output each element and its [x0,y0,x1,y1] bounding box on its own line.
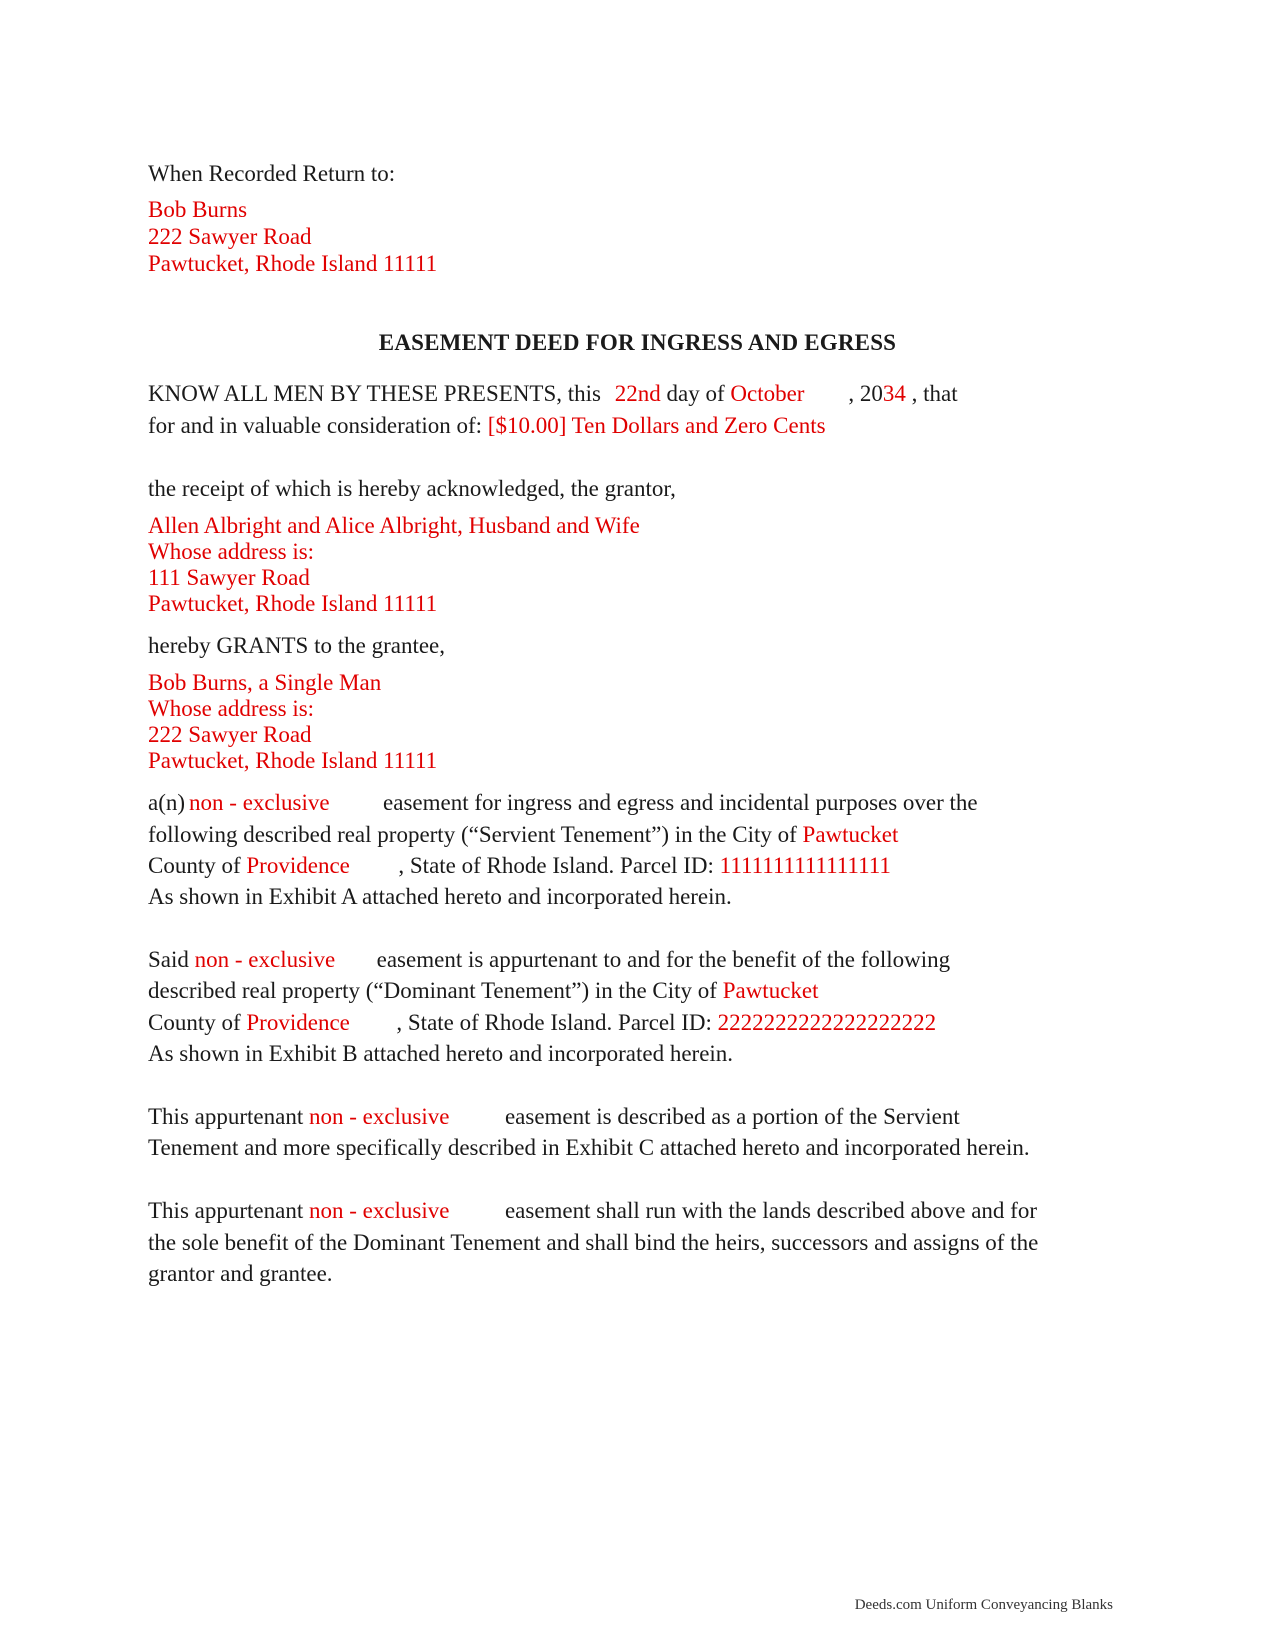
dominant-text-3: described real property (“Dominant Tenement”) in the City of [148,978,717,1003]
servient-text-5: , State of Rhode Island. Parcel ID: [398,853,714,878]
grantor-city: Pawtucket, Rhode Island 11111 [148,591,438,616]
servient-text-3: following described real property (“Servient Tenement”) in the City of [148,822,797,847]
runs-with-text-2: easement shall run with the lands described above and for [504,1198,1037,1223]
grantee-street: 222 Sawyer Road [148,722,312,747]
dominant-text-5: , State of Rhode Island. Parcel ID: [396,1010,712,1035]
dominant-easement-type: non - exclusive [194,947,336,972]
dominant-line-4: As shown in Exhibit B attached hereto and incorporated herein. [148,1041,734,1066]
servient-city: Pawtucket [802,822,899,847]
servient-text-1: a(n) [148,790,186,815]
consideration-line-2 [148,410,826,442]
dominant-parcel-id: 2222222222222222222 [717,1010,937,1035]
servient-text-4: County of [148,853,241,878]
consideration-text-2: day of [666,381,725,406]
servient-line-2 [148,819,898,851]
return-to-label: When Recorded Return to: [148,161,396,186]
servient-easement-type: non - exclusive [189,790,330,815]
dominant-text-2: easement is appurtenant to and for the benefit of the following [376,947,951,972]
described-easement-type: non - exclusive [308,1104,450,1129]
dominant-line-1 [148,944,950,976]
described-line-2: Tenement and more specifically described in Exhibit C attached hereto and incorporated herein. [148,1135,1030,1160]
day-field: 22nd [614,381,661,406]
grantee-name: Bob Burns, a Single Man [148,670,382,695]
grantee-city: Pawtucket, Rhode Island 11111 [148,748,438,773]
servient-parcel-id: 1111111111111111 [719,853,891,878]
described-line-1 [148,1101,960,1133]
runs-with-line-1 [148,1195,1037,1227]
servient-line-4: As shown in Exhibit A attached hereto and incorporated herein. [148,884,732,909]
consideration-text-5: for and in valuable consideration of: [148,413,483,438]
document-title: EASEMENT DEED FOR INGRESS AND EGRESS [378,330,897,355]
described-text-1: This appurtenant [148,1104,304,1129]
runs-with-line-2: the sole benefit of the Dominant Tenement and shall bind the heirs, successors and assigns of the [148,1230,1039,1255]
receipt-text: the receipt of which is hereby acknowledged, the grantor, [148,476,676,501]
consideration-line-1 [148,378,958,410]
dominant-county: Providence [246,1010,350,1035]
described-text-2: easement is described as a portion of the Servient [504,1104,960,1129]
consideration-text-4: , that [911,381,958,406]
dominant-text-4: County of [148,1010,241,1035]
consideration-amount: [$10.00] Ten Dollars and Zero Cents [487,413,826,438]
footer-branding: Deeds.com Uniform Conveyancing Blanks [854,1597,1113,1613]
servient-line-3 [148,850,891,882]
servient-text-2: easement for ingress and egress and incidental purposes over the [383,790,978,815]
dominant-line-3 [148,1007,936,1039]
dominant-city: Pawtucket [722,978,819,1003]
servient-county: Providence [246,853,350,878]
grantor-address-label: Whose address is: [148,539,315,564]
servient-line-1 [148,787,978,819]
grants-text: hereby GRANTS to the grantee, [148,633,446,658]
month-field: October [730,381,805,406]
runs-with-line-3: grantor and grantee. [148,1261,333,1286]
grantee-address-label: Whose address is: [148,696,315,721]
grantor-street: 111 Sawyer Road [148,565,310,590]
runs-with-text-1: This appurtenant [148,1198,304,1223]
year-field: 34 [882,381,906,406]
dominant-text-1: Said [148,947,189,972]
dominant-line-2 [148,975,819,1007]
runs-with-easement-type: non - exclusive [308,1198,450,1223]
return-to-city: Pawtucket, Rhode Island 11111 [148,251,438,276]
consideration-text-3: , 20 [848,381,883,406]
consideration-text-1: KNOW ALL MEN BY THESE PRESENTS, this [148,381,602,406]
return-to-street: 222 Sawyer Road [148,224,312,249]
return-to-name: Bob Burns [148,197,248,222]
grantor-name: Allen Albright and Alice Albright, Husband and Wife [148,513,640,538]
